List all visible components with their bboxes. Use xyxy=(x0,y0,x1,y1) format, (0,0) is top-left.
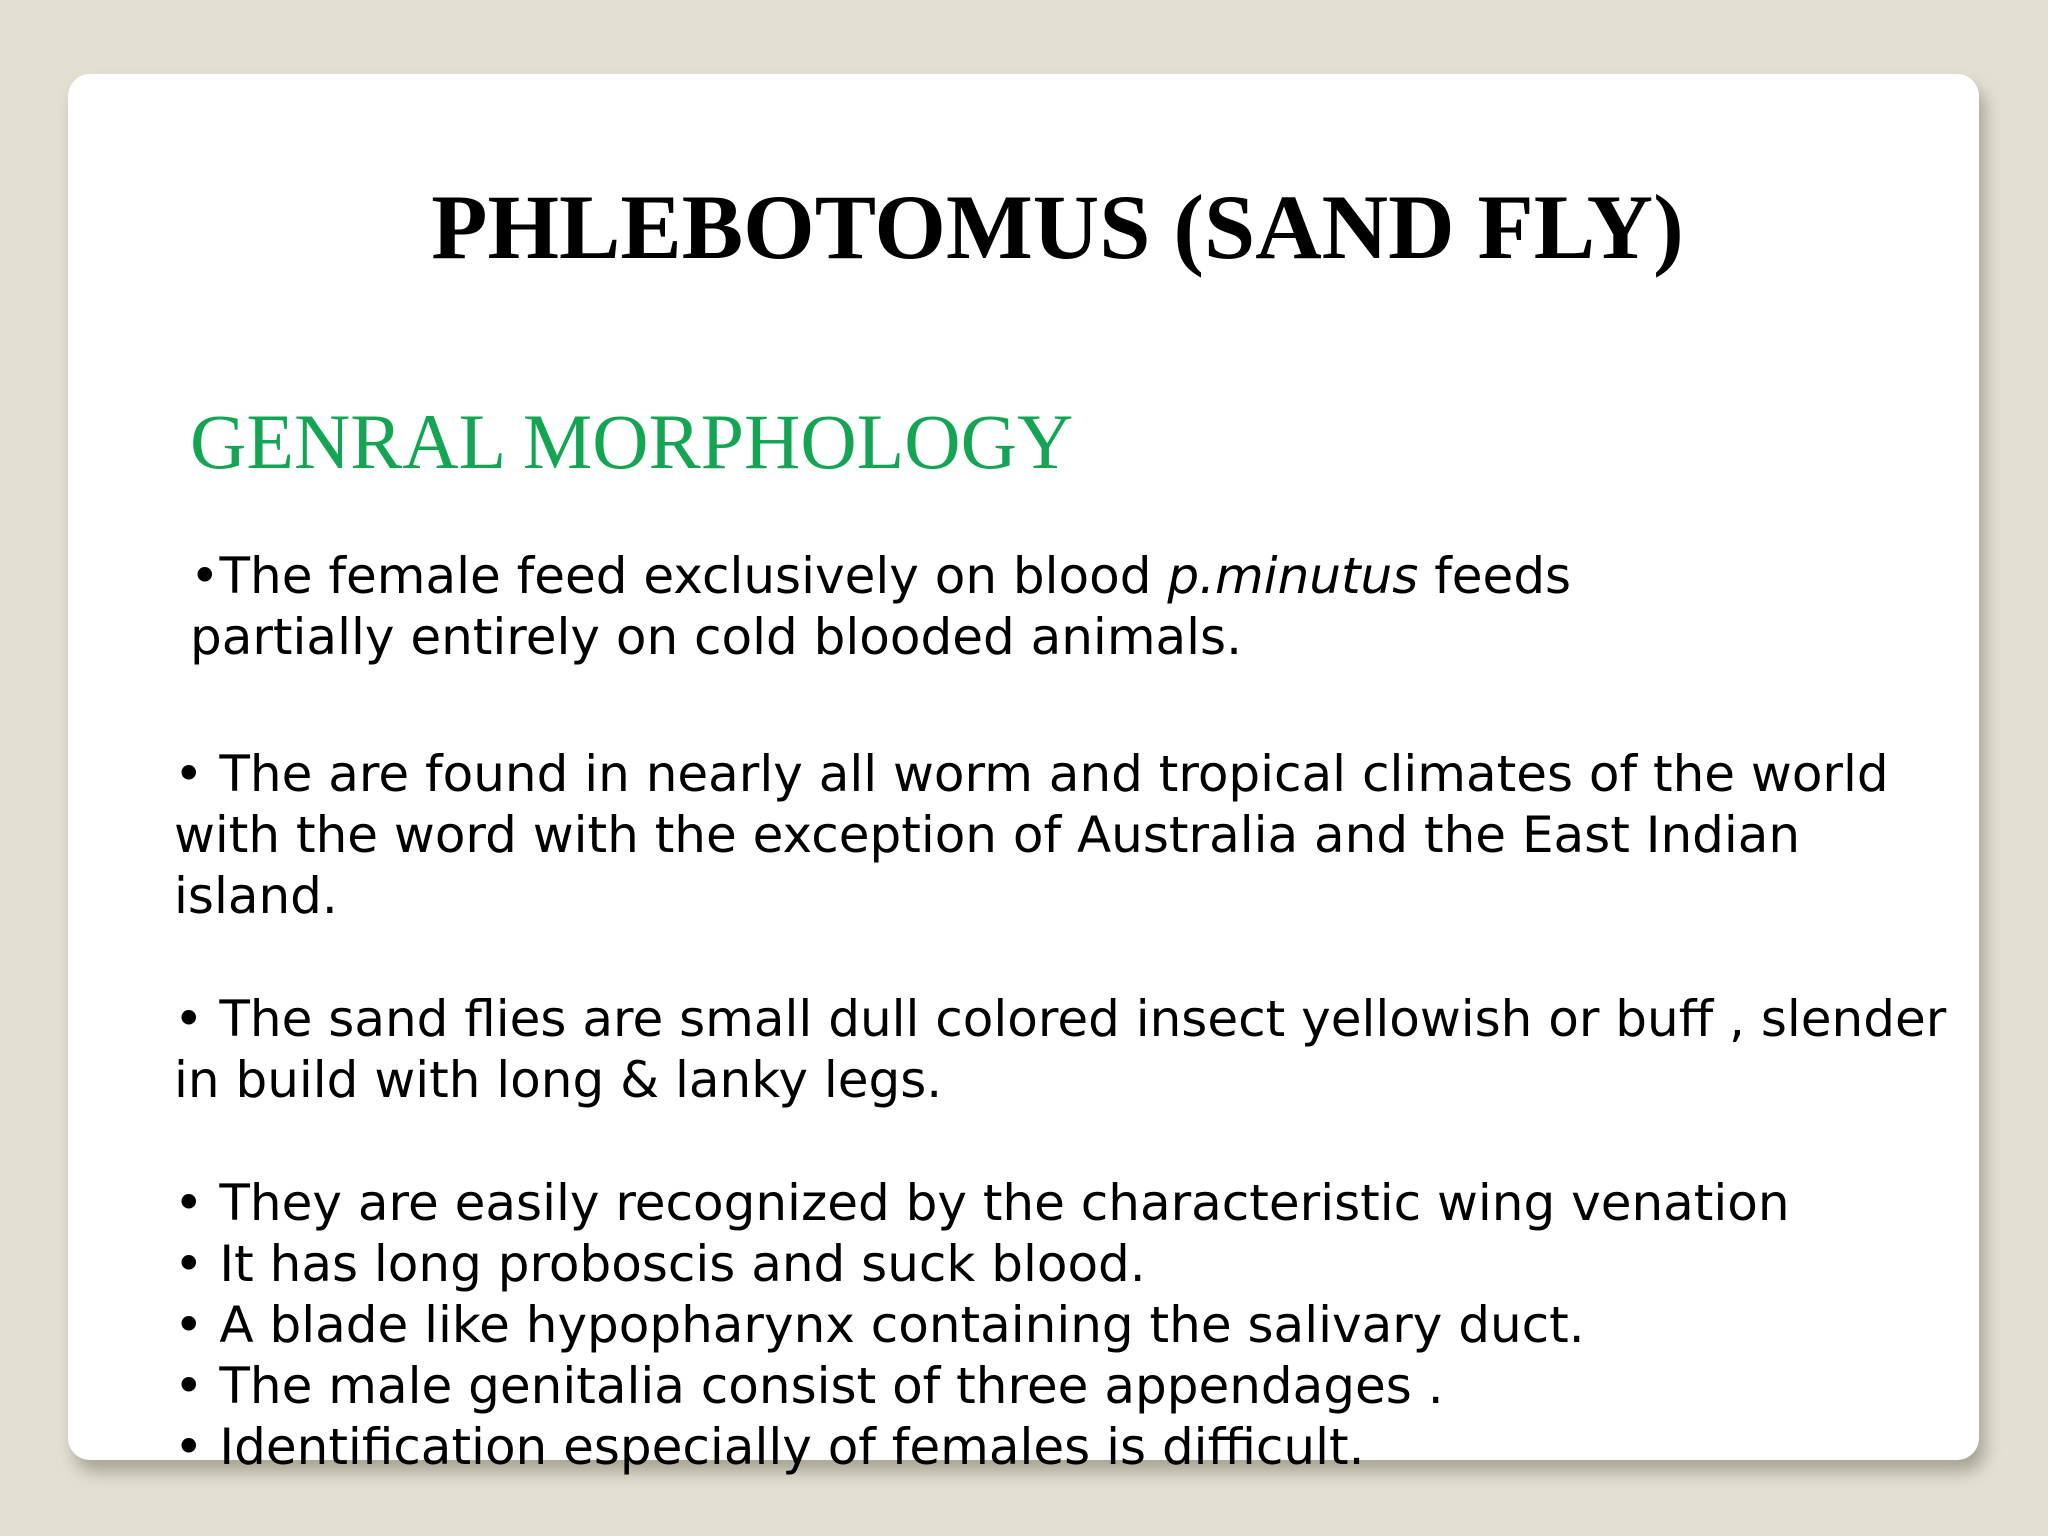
bullet-item: • Identification especially of females is difficult. xyxy=(174,1418,1365,1476)
paragraph-feeding xyxy=(190,546,1571,668)
bullet-item: • A blade like hypopharynx containing the salivary duct. xyxy=(174,1296,1585,1354)
paragraph-line: • The sand flies are small dull colored insect yellowish or buff , slender xyxy=(174,990,1947,1048)
section-heading: GENRAL MORPHOLOGY xyxy=(190,398,1074,485)
paragraph-line: partially entirely on cold blooded animals. xyxy=(190,608,1243,666)
slide-card xyxy=(68,74,1979,1476)
bullet-list xyxy=(174,1173,1790,1478)
paragraph-line: island. xyxy=(174,867,338,925)
paragraph-line: in build with long & lanky legs. xyxy=(174,1051,943,1109)
bullet-item: • It has long proboscis and suck blood. xyxy=(174,1235,1146,1293)
paragraph-distribution xyxy=(174,744,1889,927)
bullet-item: • The male genitalia consist of three appendages . xyxy=(174,1357,1444,1415)
species-name: p.minutus xyxy=(1167,547,1419,605)
text-run: feeds xyxy=(1418,547,1572,605)
paragraph-line: • The are found in nearly all worm and tropical climates of the world xyxy=(174,745,1889,803)
text-run: •The female feed exclusively on blood xyxy=(190,547,1168,605)
paragraph-line: with the word with the exception of Australia and the East Indian xyxy=(174,806,1801,864)
paragraph-line xyxy=(190,546,1571,607)
bullet-item: • They are easily recognized by the characteristic wing venation xyxy=(174,1174,1790,1232)
paragraph-appearance xyxy=(174,989,1946,1111)
slide-title: PHLEBOTOMUS (SAND FLY) xyxy=(431,176,1684,278)
